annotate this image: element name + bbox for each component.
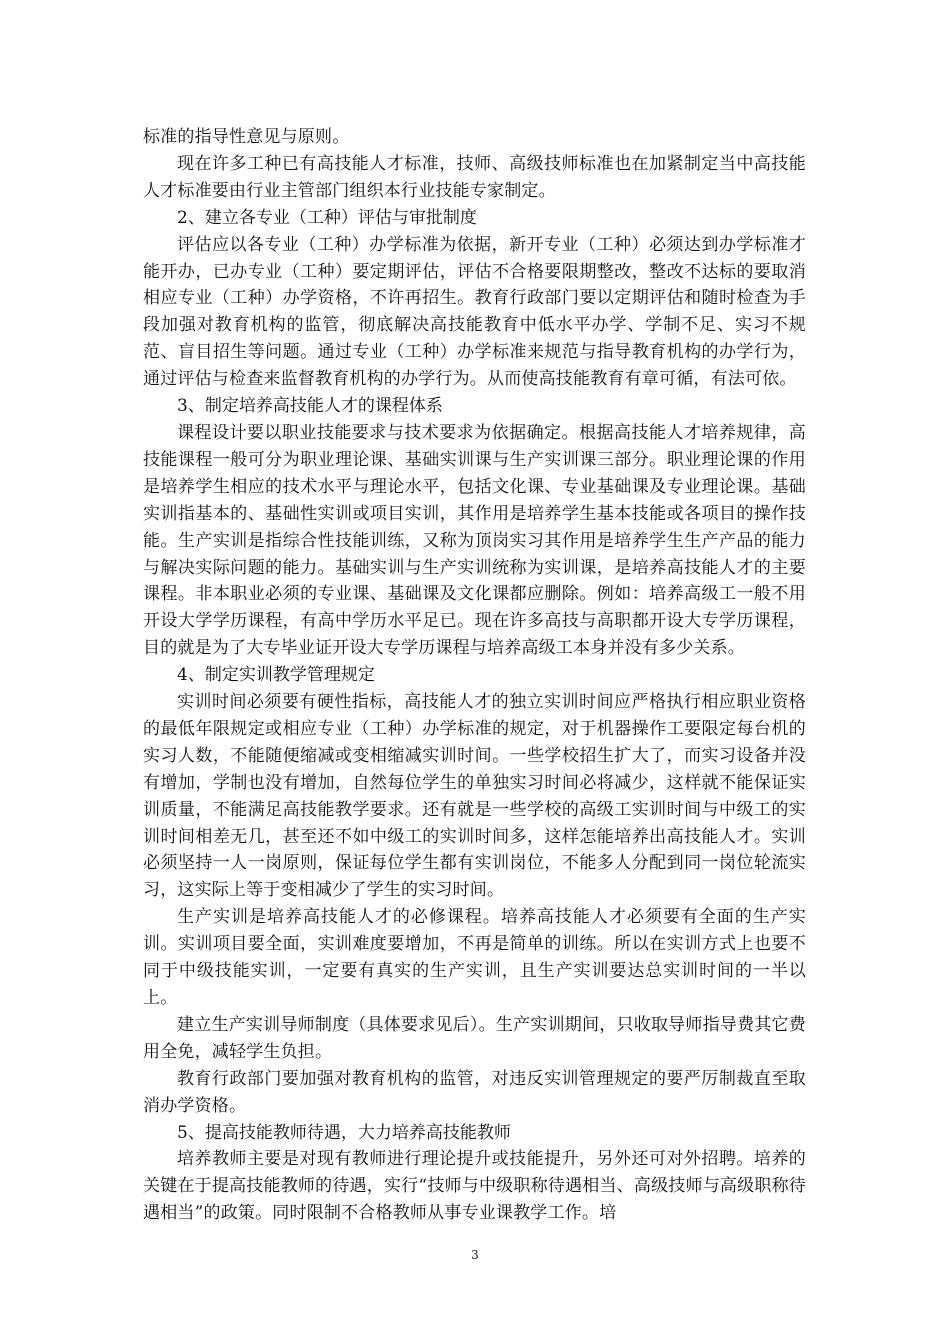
page-number: 3 [471,1248,479,1262]
document-body [143,124,806,1227]
body-paragraph: 现在许多工种已有高技能人才标准，技师、高级技师标准也在加紧制定当中高技能人才标准要由行业主管部门组织本行业技能专家制定。 [143,153,806,201]
body-paragraph: 生产实训是培养高技能人才的必修课程。培养高技能人才必须要有全面的生产实训。实训项目要全面，实训难度要增加，不再是简单的训练。所以在实训方式上也要不同于中级技能实训，一定要有真实的生产实训，且生产实训要达总实训时间的一半以上。 [143,907,806,1008]
section-heading: 3、制定培养高技能人才的课程体系 [177,396,443,417]
section-heading: 4、制定实训教学管理规定 [177,665,375,686]
body-paragraph: 标准的指导性意见与原则。 [143,127,350,147]
section-heading: 5、提高技能教师待遇，大力培养高技能教师 [177,1122,511,1143]
body-paragraph: 培养教师主要是对现有教师进行理论提升或技能提升，另外还可对外招聘。培养的关键在于提高技能教师的待遇，实行“技师与中级职称待遇相当、高级技师与高级职称待遇相当”的政策。同时限制不合格教师从事专业课教学工作。培 [143,1149,806,1224]
body-paragraph: 实训时间必须要有硬性指标，高技能人才的独立实训时间应严格执行相应职业资格的最低年限规定或相应专业（工种）办学标准的规定，对于机器操作工要限定每台机的实习人数，不能随便缩减或变相缩减实训时间。一些学校招生扩大了，而实习设备并没有增加，学制也没有增加，自然每位学生的单独实习时间必将减少，这样就不能保证实训质量，不能满足高技能教学要求。还有就是一些学校的高级工实训时间与中级工的实训时间相差无几，甚至还不如中级工的实训时间多，这样怎能培养出高技能人才。实训必须坚持一人一岗原则，保证每位学生都有实训岗位，不能多人分配到同一岗位轮流实习，这实际上等于变相减少了学生的实习时间。 [143,692,806,901]
body-paragraph: 教育行政部门要加强对教育机构的监管，对违反实训管理规定的要严厉制裁直至取消办学资格。 [143,1068,806,1116]
section-heading: 2、建立各专业（工种）评估与审批制度 [177,207,477,228]
body-paragraph: 课程设计要以职业技能要求与技术要求为依据确定。根据高技能人才培养规律，高技能课程一般可分为职业理论课、基础实训课与生产实训课三部分。职业理论课的作用是培养学生相应的技术水平与理论水平，包括文化课、专业基础课及专业理论课。基础实训指基本的、基础性实训或项目实训，其作用是培养学生基本技能或各项目的操作技能。生产实训是指综合性技能训练，又称为顶岗实习其作用是培养学生生产产品的能力与解决实际问题的能力。基础实训与生产实训统称为实训课，是培养高技能人才的主要课程。非本职业必须的专业课、基础课及文化课都应删除。例如：培养高级工一般不用开设大学学历课程，有高中学历水平足已。现在许多高技与高职都开设大专学历课程，目的就是为了大专毕业证开设大专学历课程与培养高级工本身并没有多少关系。 [143,422,806,659]
body-paragraph: 建立生产实训导师制度（具体要求见后）。生产实训期间，只收取导师指导费其它费用全免，减轻学生负担。 [143,1014,806,1062]
body-paragraph: 评估应以各专业（工种）办学标准为依据，新开专业（工种）必须达到办学标准才能开办，已办专业（工种）要定期评估，评估不合格要限期整改，整改不达标的要取消相应专业（工种）办学资格，不许再招生。教育行政部门要以定期评估和随时检查为手段加强对教育机构的监管，彻底解决高技能教育中低水平办学、学制不足、实习不规范、盲目招生等问题。通过专业（工种）办学标准来规范与指导教育机构的办学行为，通过评估与检查来监督教育机构的办学行为。从而使高技能教育有章可循，有法可依。 [143,234,806,390]
